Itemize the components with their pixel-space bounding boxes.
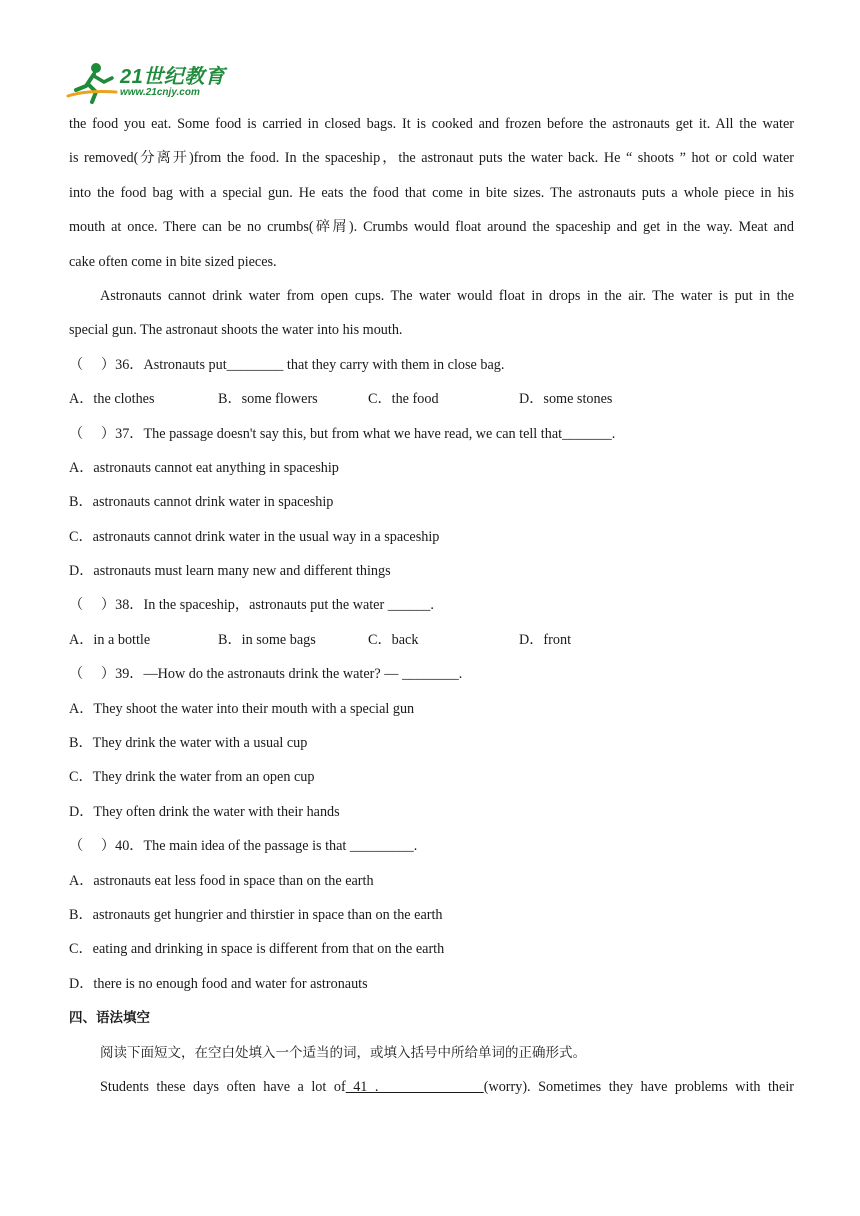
document-content — [69, 107, 794, 1104]
option-c: C．eating and drinking in space is different from that on the earth — [69, 941, 445, 958]
option-c: C．They drink the water from an open cup — [69, 769, 315, 786]
logo-url: www.21cnjy.com — [120, 87, 200, 98]
option-b: B．in some bags — [218, 631, 316, 648]
question-38-stem: （ ）38．In the spaceship，astronauts put the water ______. — [69, 597, 434, 614]
passage-line: cake often come in bite sized pieces. — [69, 253, 277, 270]
question-40-stem: （ ）40．The main idea of the passage is that _________. — [69, 838, 418, 855]
blank-41: 41 . — [345, 1078, 484, 1095]
passage-line: the food you eat. Some food is carried in closed bags. It is cooked and frozen before the astronauts get it. All the water — [69, 116, 794, 132]
runner-icon — [66, 60, 122, 106]
section-instruction: 阅读下面短文，在空白处填入一个适当的词，或填入括号中所给单词的正确形式。 — [100, 1044, 586, 1061]
passage-line: special gun. The astronaut shoots the water into his mouth. — [69, 322, 403, 339]
option-b: B．astronauts get hungrier and thirstier in space than on the earth — [69, 906, 443, 923]
text-end: (worry). Sometimes they have problems with their — [483, 1078, 794, 1095]
question-37-stem: （ ）37．The passage doesn't say this, but from what we have read, we can tell that_______. — [69, 425, 616, 442]
question-38-options — [69, 623, 794, 657]
option-b: B．They drink the water with a usual cup — [69, 735, 308, 752]
option-c: C．back — [368, 631, 419, 648]
option-d: D．some stones — [519, 391, 613, 408]
option-d: D．there is no enough food and water for astronauts — [69, 975, 368, 992]
option-d: D．front — [519, 631, 572, 648]
grammar-passage-line — [69, 1070, 794, 1104]
option-c: C．astronauts cannot drink water in the usual way in a spaceship — [69, 528, 440, 545]
question-39-stem: （ ）39．—How do the astronauts drink the water? — ________. — [69, 666, 463, 683]
option-a: A．They shoot the water into their mouth with a special gun — [69, 700, 415, 717]
logo-title: 21世纪教育 — [120, 66, 226, 88]
text-start: Students these days often have a lot of — [100, 1078, 346, 1095]
option-c: C．the food — [368, 391, 439, 408]
passage-line: into the food bag with a special gun. He eats the food that come in bite sizes. The astronauts puts a whole piece in his — [69, 184, 794, 201]
option-d: D．astronauts must learn many new and different things — [69, 563, 391, 580]
option-a: A．astronauts eat less food in space than on the earth — [69, 872, 374, 889]
question-36-options — [69, 382, 794, 416]
option-a: A．the clothes — [69, 391, 155, 408]
passage-line: mouth at once. There can be no crumbs(碎屑). Crumbs would float around the spaceship and get in the way. Meat and — [69, 219, 794, 236]
passage-line: Astronauts cannot drink water from open cups. The water would float in drops in the air. The water is put in the — [100, 287, 794, 304]
question-36-stem: （ ）36．Astronauts put________ that they carry with them in close bag. — [69, 356, 505, 373]
passage-line: is removed(分离开)from the food. In the spaceship，the astronaut puts the water back. He “ shoots ” hot or cold water — [69, 150, 794, 167]
option-b: B．astronauts cannot drink water in spaceship — [69, 494, 334, 511]
option-a: A．in a bottle — [69, 631, 151, 648]
logo — [66, 60, 236, 106]
option-a: A．astronauts cannot eat anything in spaceship — [69, 459, 339, 476]
option-b: B．some flowers — [218, 391, 318, 408]
section-title: 四、语法填空 — [69, 1010, 150, 1027]
option-d: D．They often drink the water with their hands — [69, 803, 340, 820]
